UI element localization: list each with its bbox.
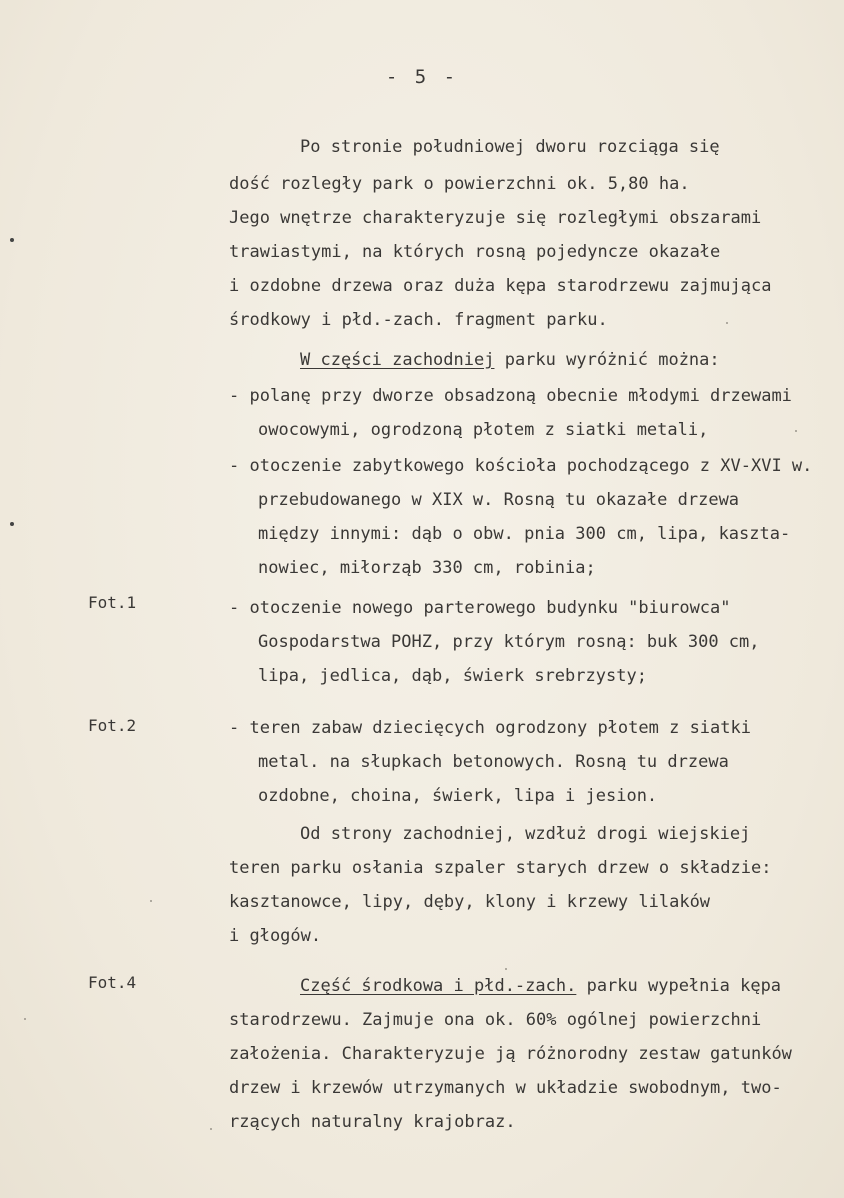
page-number: - 5 - xyxy=(385,66,459,88)
heading-continuation: parku wypełnia kępa xyxy=(576,976,782,996)
margin-note: Fot.4 xyxy=(88,973,137,992)
text-line: nowiec, miłorząb 330 cm, robinia; xyxy=(258,558,596,578)
list-item-line: - polanę przy dworze obsadzoną obecnie młodymi drzewami xyxy=(229,386,792,406)
text-line: teren parku osłania szpaler starych drzew o składzie: xyxy=(229,858,772,878)
margin-note: Fot.2 xyxy=(88,716,137,735)
text-line: Jego wnętrze charakteryzuje się rozległymi obszarami xyxy=(229,208,762,228)
list-item-line: - otoczenie zabytkowego kościoła pochodzącego z XV-XVI w. xyxy=(229,456,813,476)
punch-hole-mark xyxy=(10,238,14,242)
text-line: starodrzewu. Zajmuje ona ok. 60% ogólnej powierzchni xyxy=(229,1010,762,1030)
section-heading-line xyxy=(300,350,720,370)
text-line: między innymi: dąb o obw. pnia 300 cm, lipa, kaszta- xyxy=(258,524,791,544)
underlined-heading: Część środkowa i płd.-zach. xyxy=(300,976,577,996)
section-heading-line xyxy=(300,976,781,996)
text-line: drzew i krzewów utrzymanych w układzie swobodnym, two- xyxy=(229,1078,782,1098)
text-line: Po stronie południowej dworu rozciąga się xyxy=(300,137,720,157)
text-line: przebudowanego w XIX w. Rosną tu okazałe drzewa xyxy=(258,490,740,510)
text-line: ozdobne, choina, świerk, lipa i jesion. xyxy=(258,786,658,806)
paper-speck xyxy=(150,900,152,902)
punch-hole-mark xyxy=(10,522,14,526)
text-line: metal. na słupkach betonowych. Rosną tu drzewa xyxy=(258,752,729,772)
text-line: dość rozległy park o powierzchni ok. 5,80 ha. xyxy=(229,174,690,194)
text-line: kasztanowce, lipy, dęby, klony i krzewy lilaków xyxy=(229,892,711,912)
paper-speck xyxy=(795,430,797,432)
text-line: Od strony zachodniej, wzdłuż drogi wiejskiej xyxy=(300,824,751,844)
text-line: i ozdobne drzewa oraz duża kępa starodrzewu zajmująca xyxy=(229,276,772,296)
text-line: środkowy i płd.-zach. fragment parku. xyxy=(229,310,608,330)
paper-speck xyxy=(210,1128,212,1130)
text-line: rzących naturalny krajobraz. xyxy=(229,1112,516,1132)
list-item-line: - teren zabaw dziecięcych ogrodzony płotem z siatki xyxy=(229,718,751,738)
text-line: i głogów. xyxy=(229,926,322,946)
paper-speck xyxy=(505,968,507,970)
paper-speck xyxy=(726,322,728,324)
text-line: owocowymi, ogrodzoną płotem z siatki metali, xyxy=(258,420,709,440)
text-line: trawiastymi, na których rosną pojedyncze okazałe xyxy=(229,242,721,262)
text-line: założenia. Charakteryzuje ją różnorodny zestaw gatunków xyxy=(229,1044,792,1064)
paper-speck xyxy=(24,1018,26,1020)
text-line: lipa, jedlica, dąb, świerk srebrzysty; xyxy=(258,666,647,686)
list-item-line: - otoczenie nowego parterowego budynku "biurowca" xyxy=(229,598,731,618)
margin-note: Fot.1 xyxy=(88,593,137,612)
heading-continuation: parku wyróżnić można: xyxy=(494,350,720,370)
text-line: Gospodarstwa POHZ, przy którym rosną: buk 300 cm, xyxy=(258,632,760,652)
underlined-heading: W części zachodniej xyxy=(300,350,495,370)
